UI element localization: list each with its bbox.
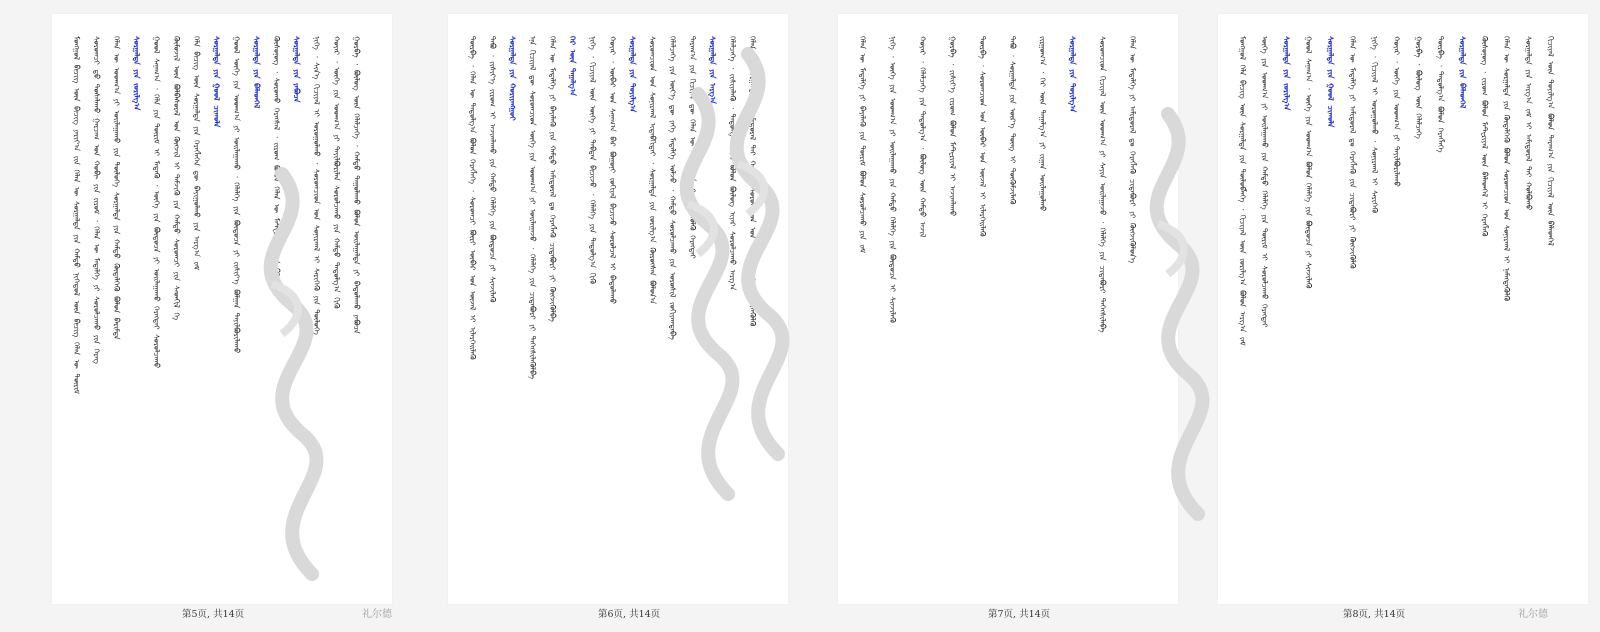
text-column: ᠬᠡᠯᠡᠨ ᠦ ᠤᠳᠬ᠎ᠠ ᠶᠢ ᠤᠢᠯᠠᠭᠠᠬᠤ ᠶᠢᠨ ᠲᠥᠯᠦᠭᠡ ᠰᠤᠷᠭᠠᠯᠲᠠ ᠶᠢᠨ ᠬᠠᠮᠲᠤ ᠬᠥᠳᠡᠯᠬᠡᠬᠦ ᠪᠤᠯᠤᠨ ᠪᠠᠷᠢᠮᠲᠠ xyxy=(112,36,121,340)
text-column: ᠰᠤᠷᠤᠭᠴᠢ ᠳ᠋ᠤ ᠲᠤᠰᠠᠯᠠᠬᠤ ᠭᠠᠷᠴᠠᠭ ᠤᠨ ᠬᠤᠪᠢ ᠶᠢᠨ ᠵᠢᠷᠤᠮ ᠂ ᠬᠡᠯᠡᠨ ᠦ ᠮᠡᠳᠡᠯᠭᠡ ᠶᠢ ᠰᠤᠷᠤᠯᠴᠠᠬᠤ ᠶᠢᠨ ᠬᠡᠷᠡᠭ xyxy=(92,36,101,364)
text-column: ᠬᠡᠯᠡᠨ ᠦ ᠰᠤᠷᠭᠠᠯᠲᠠ ᠶᠢ ᠠᠮᠢᠳᠤᠷᠠᠯ ᠲᠠᠢ ᠬᠣᠯᠪᠣᠨ ᠰᠤᠷᠤᠭᠴᠢᠳ ᠤᠨ ᠰᠣᠨᠢᠷᠬᠠᠯ ᠢ ᠳᠡᠭᠡᠭᠰᠢᠯᠡᠭᠦᠯᠬᠦ xyxy=(748,36,757,327)
text-column: ᠭᠣᠣᠯ ᠰᠠᠨᠠᠭ᠎ᠠ ᠂ ᠦᠭᠡ ᠶᠢᠨ ᠤᠳᠬ᠎ᠠ ᠪᠤᠯᠤᠨ ᠬᠡᠯᠡᠯᠭᠡ ᠶᠢᠨ ᠪᠦᠲᠦᠴᠡ ᠶᠢ ᠰᠢᠨᠵᠢᠯᠡᠬᠦ xyxy=(1304,36,1313,289)
section-heading: ᠰᠤᠷᠭᠠᠯᠲᠠ ᠶᠢᠨ ᠠᠷᠭ᠎ᠠ xyxy=(708,36,717,104)
text-column: ᠬᠣᠶᠠᠷ ᠂ ᠥᠪᠡᠷ ᠤᠨ ᠰᠠᠨᠠᠭ᠎ᠠ ᠪᠠᠷ ᠪᠤᠭᠤᠨᠢ ᠵᠣᠬᠢᠶᠠᠯ ᠪᠢᠴᠢᠵᠦ ᠰᠤᠷᠤᠯᠴᠠᠯ ᠢ ᠪᠠᠲᠤᠯᠠᠬᠤ xyxy=(608,36,617,304)
page-8 xyxy=(1218,14,1588,620)
text-column: ᠲᠠᠪᠤ ᠂ ᠰᠤᠷᠭᠠᠯᠲᠠ ᠶᠢᠨ ᠦᠷ᠎ᠡ ᠳᠦᠩ ᠢ ᠳᠦᠭᠦᠮᠵᠢᠯᠡᠬᠦ xyxy=(1008,36,1017,205)
text-column: ᠳᠥᠷᠪᠡ ᠂ ᠰᠤᠷᠤᠭᠴᠢᠳ ᠤᠨ ᠥᠪᠡᠷ ᠤᠨ ᠦᠵᠡᠯ ᠢ ᠢᠯᠡᠷᠬᠡᠢᠯᠡᠬᠦ xyxy=(978,36,987,237)
text-column: ᠬᠡᠯᠡ ᠪᠢᠴᠢᠭ ᠦᠨ ᠰᠤᠷᠭᠠᠯᠲᠠ ᠶᠢᠨ ᠬᠡᠷᠡᠭᠯᠡᠭᠡᠨ ᠳᠦ ᠪᠠᠶᠢᠭᠤᠯᠬᠤ ᠶᠢᠨ ᠠᠷᠭ᠎ᠠ ᠵᠠᠮ xyxy=(192,36,201,271)
text-column: ᠬᠦᠰᠦᠨᠦᠭ ᠂ ᠵᠢᠷᠤᠭ ᠪᠤᠯᠤᠨ ᠮᠠᠲᠸᠷᠢᠶᠠᠯ ᠦᠨ ᠪᠡᠯᠡᠳᠬᠡᠯ ᠢ ᠬᠡᠷᠡᠭᠯᠡᠬᠦ xyxy=(1480,36,1489,237)
text-column: ᠭᠤᠷᠪᠠ ᠂ ᠪᠦᠯᠦᠭ ᠦᠨ ᠬᠡᠯᠡᠯᠴᠡᠭᠡ ᠂ ᠬᠠᠮᠲᠤ ᠳᠠᠭᠤᠯᠠᠬᠤ ᠪᠤᠯᠤᠨ ᠣᠢᠯᠠᠭᠠᠯᠲᠠ ᠶᠢ ᠪᠠᠲᠤᠯᠠᠬᠤ ᠶᠠᠪᠤᠴᠠ xyxy=(352,36,361,334)
text-column: ᠬᠡᠯᠡᠨ ᠦ ᠮᠡᠳᠡᠯᠭᠡ ᠶᠢ ᠪᠡᠶᠡᠯᠡᠬᠦ ᠶᠢᠨ ᠳᠦᠷᠢᠮ ᠪᠤᠯᠤᠨ ᠰᠤᠷᠤᠯᠴᠠᠬᠤ ᠶᠢᠨ ᠵᠠᠮ xyxy=(858,36,867,254)
text-column: ᠭᠣᠣᠯ ᠰᠠᠨᠠᠭ᠎ᠠ ᠂ ᠬᠡᠯᠡ ᠶᠢᠨ ᠳᠦᠷᠢᠮ ᠢ ᠮᠡᠳᠡᠬᠦ ᠂ ᠦᠭᠡ ᠶᠢᠨ ᠪᠦᠲᠦᠴᠡ ᠶᠢ ᠣᠢᠯᠠᠭᠠᠬᠤ ᠬᠡᠷᠡᠭᠲᠡᠢ ᠰᠤᠷᠤᠯᠴᠠᠬᠤ xyxy=(152,36,161,369)
section-heading: ᠰᠤᠷᠭᠠᠯᠲᠠ ᠶᠢᠨ ᠵᠣᠷᠢᠯᠭ᠎ᠠ xyxy=(132,36,141,111)
text-column: ᠰᠤᠷᠤᠭᠴᠢᠳ ᠬᠢᠴᠢᠶᠡᠯ ᠦᠨ ᠤᠳᠬ᠎ᠠ ᠶᠢ ᠰᠠᠶᠢᠨ ᠣᠢᠯᠠᠭᠠᠵᠤ ᠂ ᠬᠡᠯᠡᠯᠭᠡ ᠶᠢᠨ ᠴᠢᠳᠠᠪᠤᠷᠢ ᠳᠡᠭᠡᠭᠰᠢᠯᠡᠪᠡ xyxy=(1098,36,1107,333)
text-column: ᠬᠢᠴᠢᠶᠡᠯ ᠦᠨ ᠲᠤᠶᠢᠯᠭ᠎ᠠ ᠪᠤᠯᠤᠨ ᠳᠠᠷᠠᠭ᠎ᠠ ᠶᠢᠨ ᠬᠢᠴᠢᠶᠡᠯ ᠦᠨ ᠪᠡᠯᠡᠳᠬᠡᠯ xyxy=(1546,36,1555,246)
page-number: 第7页, 共14页 xyxy=(988,609,1051,620)
section-heading: ᠰᠤᠷᠭᠠᠯᠲᠠ ᠶᠢᠨ ᠭᠣᠣᠯ ᠴᠢᠬᠤᠯᠠ xyxy=(212,36,221,128)
text-column: ᠨᠢᠭᠡ ᠂ ᠬᠢᠴᠢᠶᠡᠯ ᠦᠨ ᠦᠭᠡ ᠶᠢ ᠳᠠᠪᠲᠠᠨ ᠪᠢᠴᠢᠵᠦ ᠂ ᠬᠡᠯᠡᠯᠭᠡ ᠶᠢᠨ ᠳᠠᠳᠤᠯᠭ᠎ᠠ ᠬᠢᠬᠦ xyxy=(588,36,597,285)
text-column: ᠬᠦᠮᠦᠵᠢᠯ ᠦᠨ ᠪᠣᠯᠪᠠᠰᠤᠷᠠᠯ ᠤᠨ ᠬᠥᠭᠵᠢᠯ ᠢ ᠳᠡᠮᠵᠢᠬᠦ ᠶᠢᠨ ᠬᠠᠮᠲᠤ ᠰᠤᠷᠤᠭᠴᠢ ᠶᠢᠨ ᠰᠡᠳᠬᠢᠯ ᠭᠡ xyxy=(172,36,181,321)
section-heading: ᠰᠤᠷᠭᠠᠯᠲᠠ ᠶᠢᠨ ᠶᠠᠪᠤᠴᠠ xyxy=(292,36,301,103)
page-6 xyxy=(448,14,788,620)
page-number: 第5页, 共14页 xyxy=(182,609,245,620)
text-column: ᠨᠢᠭᠡ ᠂ ᠰᠢᠨ᠎ᠡ ᠬᠢᠴᠢᠶᠡᠯ ᠢ ᠣᠷᠤᠭᠤᠯᠬᠤ ᠂ ᠰᠤᠷᠤᠭᠴᠢᠳ ᠤᠨ ᠰᠣᠨᠢᠷᠬᠠᠯ ᠢ ᠰᠡᠷᠢᠭᠡᠬᠦ ᠶᠢᠨ ᠲᠥᠯᠦᠭᠡ xyxy=(312,36,321,335)
page-7 xyxy=(838,14,1178,620)
text-column: ᠳᠥᠷᠪᠡ ᠂ ᠳᠠᠳᠤᠯᠭ᠎ᠠ ᠪᠤᠯᠤᠨ ᠬᠡᠷᠡᠭᠯᠡᠭᠡ xyxy=(1436,36,1445,153)
text-column: ᠳᠠᠷᠠᠭ᠎ᠠ ᠶᠢᠨ ᠬᠢᠴᠢᠶᠡᠯ ᠳᠦ ᠬᠡᠯᠡᠨ ᠦ ᠳᠠᠳᠤᠯᠭ᠎ᠠ ᠶᠢ ᠨᠡᠮᠡᠭᠳᠡᠭᠦᠯᠬᠦ ᠬᠡᠷᠡᠭᠲᠡᠢ xyxy=(688,36,697,259)
page-5 xyxy=(52,14,392,620)
text-column: ᠡᠨᠡ ᠬᠢᠴᠢᠶᠡᠯ ᠳᠦ ᠰᠤᠷᠤᠭᠴᠢᠳ ᠦᠭᠡ ᠶᠢᠨ ᠤᠳᠬ᠎ᠠ ᠶᠢ ᠣᠢᠯᠠᠭᠠᠵᠤ ᠂ ᠬᠡᠯᠡᠯᠭᠡ ᠶᠢᠨ ᠴᠢᠳᠠᠪᠤᠷᠢ ᠶᠢ ᠳᠡᠭᠡᠭᠰᠢᠯᠡᠭᠦᠯᠪᠡ xyxy=(528,36,537,380)
text-column: ᠲᠠᠪᠤ ᠂ ᠵᠢᠱᠢᠶ᠎ᠡ ᠵᠢᠷᠤᠭ ᠢ ᠠᠵᠢᠭᠯᠠᠬᠤ ᠶᠢᠨ ᠬᠠᠮᠲᠤ ᠬᠡᠯᠡᠯᠭᠡ ᠶᠢᠨ ᠪᠦᠲᠦᠴᠡ ᠶᠢ ᠰᠢᠨᠵᠢᠯᠡᠬᠦ xyxy=(488,36,497,303)
section-heading: ᠰᠤᠷᠭᠠᠯᠲᠠ ᠶᠢᠨ ᠭᠣᠣᠯ ᠴᠢᠬᠤᠯᠠ xyxy=(1326,36,1335,128)
text-column: ᠬᠣᠶᠠᠷ ᠂ ᠦᠭᠡ ᠶᠢᠨ ᠤᠳᠬ᠎ᠠ ᠶᠢ ᠲᠠᠶᠢᠯᠪᠤᠷᠢᠯᠠᠨ ᠰᠤᠷᠤᠯᠴᠠᠬᠤ ᠶᠢᠨ ᠬᠠᠮᠲᠤ ᠳᠠᠳᠤᠯᠭ᠎ᠠ ᠬᠢᠬᠦ xyxy=(332,36,341,309)
page-number: 第6页, 共14页 xyxy=(598,609,661,620)
section-heading: ᠰᠤᠷᠭᠠᠯᠲᠠ ᠶᠢᠨ ᠲᠤᠶᠢᠯᠭ᠎ᠠ xyxy=(628,36,637,113)
section-heading: ᠭᠡᠷ ᠦᠨ ᠳᠠᠭᠠᠯᠭ᠎ᠠ xyxy=(568,36,577,96)
text-column: ᠮᠣᠩᠭᠣᠯ ᠬᠡᠯᠡ ᠪᠢᠴᠢᠭ ᠦᠨ ᠰᠤᠷᠭᠠᠯᠲᠠ ᠶᠢᠨ ᠲᠥᠯᠥᠪᠯᠡᠭᠡ ᠂ ᠬᠢᠴᠢᠶᠡᠯ ᠦᠨ ᠵᠣᠷᠢᠯᠭ᠎ᠠ ᠪᠤᠯᠤᠨ ᠠᠷᠭ᠎ᠠ ᠵᠠᠮ xyxy=(1238,36,1247,346)
text-column: ᠳᠥᠷᠪᠡ ᠂ ᠬᠡᠯᠡᠨ ᠦ ᠳᠠᠳᠤᠯᠭ᠎ᠠ ᠪᠤᠯᠤᠨ ᠬᠡᠷᠡᠭᠯᠡᠭᠡ ᠂ ᠰᠤᠷᠤᠭᠴᠢ ᠪᠦᠷᠢ ᠥᠪᠡᠷ ᠤᠨ ᠦᠵᠡᠯ ᠢ ᠢᠯᠡᠷᠬᠡᠢᠯᠡᠬᠦ xyxy=(468,36,477,360)
text-column: ᠨᠢᠭᠡ ᠂ ᠬᠢᠴᠢᠶᠡᠯ ᠢ ᠣᠷᠤᠭᠤᠯᠬᠤ ᠂ ᠰᠣᠨᠢᠷᠬᠠᠯ ᠢ ᠰᠡᠷᠢᠭᠡᠬᠦ xyxy=(1370,36,1379,214)
brand-watermark-text: 礼尔德 xyxy=(362,609,392,620)
text-column: ᠬᠦᠰᠦᠨᠦᠭ ᠂ ᠰᠤᠷᠤᠬᠤ ᠬᠡᠷᠡᠭᠰᠡᠯ ᠂ ᠵᠢᠷᠤᠭ ᠪᠤᠯᠤᠨ ᠬᠡᠯᠡᠨ ᠦ ᠮᠠᠲᠸᠷᠢᠶᠠᠯ ᠦᠨ ᠪᠡᠯᠡᠳᠬᠡᠯ xyxy=(272,36,281,294)
section-heading: ᠰᠤᠷᠭᠠᠯᠲᠠ ᠶᠢᠨ ᠪᠡᠯᠡᠳᠬᠡᠯ xyxy=(252,36,261,109)
text-column: ᠰᠤᠷᠭᠠᠯᠲᠠ ᠶᠢᠨ ᠠᠷᠭ᠎ᠠ ᠵᠠᠮ ᠢ ᠠᠮᠢᠳᠤᠷᠠᠯ ᠲᠠᠢ ᠬᠣᠯᠪᠣᠬᠤ xyxy=(1524,36,1533,211)
text-column: ᠭᠣᠣᠯ ᠦᠭᠡ ᠶᠢᠨ ᠤᠳᠬ᠎ᠠ ᠶᠢ ᠣᠢᠯᠠᠭᠠᠬᠤ ᠂ ᠬᠡᠯᠡᠯᠭᠡ ᠶᠢᠨ ᠪᠦᠲᠦᠴᠡ ᠶᠢ ᠵᠢᠱᠢᠶ᠎ᠡ ᠪᠣᠯᠭᠠᠨ ᠲᠠᠶᠢᠯᠪᠤᠷᠢᠯᠠᠬᠤ xyxy=(232,36,241,354)
text-column: ᠵᠢᠷᠭᠤᠭ᠎ᠠ ᠂ ᠭᠡᠷ ᠦᠨ ᠳᠠᠭᠠᠯᠭ᠎ᠠ ᠶᠢ ᠵᠢᠭᠠᠨ ᠣᠢᠯᠠᠭᠤᠯᠬᠤ xyxy=(1038,36,1047,212)
text-column: ᠬᠡᠯᠡᠨ ᠦ ᠮᠡᠳᠡᠯᠭᠡ ᠶᠢ ᠠᠮᠢᠳᠤᠷᠠᠯ ᠳᠤ ᠬᠡᠷᠡᠭᠯᠡᠬᠦ ᠶᠢᠨ ᠴᠢᠳᠠᠪᠤᠷᠢ ᠶᠢ ᠬᠥᠭᠵᠢᠭᠦᠯᠬᠦ xyxy=(1348,36,1357,269)
section-heading: ᠰᠤᠷᠭᠠᠯᠲᠠ ᠶᠢᠨ ᠲᠤᠶᠢᠯᠭ᠎ᠠ xyxy=(1068,36,1077,113)
section-heading: ᠰᠤᠷᠭᠠᠯᠲᠠ ᠶᠢᠨ ᠪᠡᠯᠡᠳᠬᠡᠯ xyxy=(1458,36,1467,109)
text-column: ᠨᠢᠭᠡ ᠂ ᠦᠭᠡ ᠶᠢᠨ ᠤᠳᠬ᠎ᠠ ᠶᠢ ᠣᠢᠯᠠᠭᠠᠬᠤ ᠶᠢᠨ ᠬᠠᠮᠲᠤ ᠬᠡᠯᠡᠯᠭᠡ ᠶᠢᠨ ᠪᠦᠲᠦᠴᠡ ᠢ ᠰᠢᠨᠵᠢᠯᠡᠬᠦ xyxy=(888,36,897,323)
text-column: ᠬᠣᠶᠠᠷ ᠂ ᠦᠭᠡ ᠶᠢᠨ ᠤᠳᠬ᠎ᠠ ᠶᠢ ᠲᠠᠶᠢᠯᠪᠤᠷᠢᠯᠠᠬᠤ xyxy=(1392,36,1401,187)
text-column: ᠬᠣᠶᠠᠷ ᠂ ᠬᠡᠯᠡᠯᠴᠡᠭᠡ ᠶᠢᠨ ᠳᠠᠳᠤᠯᠭ᠎ᠠ ᠂ ᠪᠦᠯᠦᠭ ᠦᠨ ᠬᠠᠮᠲᠤ ᠠᠵᠢᠯ xyxy=(918,36,927,238)
text-column: ᠬᠡᠯᠡᠨ ᠦ ᠰᠤᠷᠭᠠᠯᠲᠠ ᠶᠢᠨ ᠬᠥᠳᠡᠯᠬᠡᠬᠦ ᠪᠤᠯᠤᠨ ᠰᠤᠷᠤᠭᠴᠢᠳ ᠤᠨ ᠰᠣᠨᠢᠷᠬᠠᠯ ᠢ ᠨᠡᠮᠡᠭᠳᠡᠭᠦᠯᠬᠦ xyxy=(1502,36,1511,302)
text-column: ᠮᠣᠩᠭᠣᠯ ᠪᠢᠴᠢᠭ ᠦᠨ ᠪᠢᠴᠢᠭ᠌ ᠶᠠᠷᠢᠶ᠎ᠠ ᠵᠢᠨ ᠬᠡᠯᠡᠨ ᠦ ᠰᠤᠷᠭᠠᠯᠲᠠ ᠶᠢᠨ ᠬᠠᠮᠲᠤ ᠨᠢᠭᠡᠳᠦᠯ ᠦᠨ ᠪᠢᠴᠢᠭ᠌ ᠬᠡᠯᠡᠨ ᠦ ᠳᠦᠷᠢᠮ xyxy=(72,36,81,395)
text-column: ᠬᠡᠯᠡᠯᠴᠡᠭᠡ ᠶᠢᠨ ᠦᠶ᠎ᠡ ᠳᠦ ᠶᠡᠬᠡ ᠮᠡᠳᠡᠯᠭᠡ ᠣᠯᠵᠤ ᠂ ᠬᠠᠮᠲᠤ ᠰᠤᠷᠤᠯᠴᠠᠬᠤ ᠶᠢᠨ ᠤᠷᠤᠰᠢᠯ ᠵᠣᠬᠢᠶᠠᠭᠳᠠᠪᠠ xyxy=(668,36,677,340)
section-heading: ᠰᠤᠷᠭᠠᠯᠲᠠ ᠶᠢᠨ ᠬᠤᠷᠢᠶᠠᠩᠭᠤᠢ xyxy=(508,36,517,121)
text-column: ᠭᠤᠷᠪᠠ ᠂ ᠪᠦᠯᠦᠭ ᠦᠨ ᠬᠡᠯᠡᠯᠴᠡᠭᠡ xyxy=(1414,36,1423,139)
text-column: ᠭᠤᠷᠪᠠ ᠂ ᠵᠢᠱᠢᠶ᠎ᠡ ᠵᠢᠷᠤᠭ ᠪᠤᠯᠤᠨ ᠮᠠᠲᠸᠷᠢᠶᠠᠯ ᠢ ᠠᠵᠢᠭᠯᠠᠬᠤ xyxy=(948,36,957,217)
page-number: 第8页, 共14页 xyxy=(1343,609,1406,620)
text-column: ᠰᠤᠷᠤᠭᠴᠢᠳ ᠤᠨ ᠰᠣᠨᠢᠷᠬᠠᠯ ᠢᠳᠡᠪᠬᠢᠲᠡᠢ ᠂ ᠰᠤᠷᠭᠠᠯᠲᠠ ᠶᠢᠨ ᠵᠣᠷᠢᠯᠭ᠎ᠠ ᠬᠦᠷᠦᠭᠰᠡᠨ ᠪᠣᠯᠤᠨ᠎ᠠ xyxy=(648,36,657,305)
section-heading: ᠰᠤᠷᠭᠠᠯᠲᠠ ᠶᠢᠨ ᠵᠣᠷᠢᠯᠭ᠎ᠠ xyxy=(1282,36,1291,111)
text-column: ᠬᠡᠯᠡᠨ ᠦ ᠮᠡᠳᠡᠯᠭᠡ ᠶᠢ ᠠᠮᠢᠳᠤᠷᠠᠯ ᠳᠤ ᠬᠡᠷᠡᠭᠯᠡᠬᠦ ᠴᠢᠳᠠᠪᠤᠷᠢ ᠶᠢ ᠬᠥᠭᠵᠢᠭᠦᠯᠦᠨ᠎ᠡ xyxy=(1128,36,1137,264)
text-column: ᠬᠡᠯᠡᠨ ᠦ ᠮᠡᠳᠡᠯᠭᠡ ᠶᠢ ᠪᠡᠶᠡᠯᠡᠬᠦ ᠶᠢᠨ ᠬᠠᠮᠲᠤ ᠠᠮᠢᠳᠤᠷᠠᠯ ᠳᠤ ᠬᠡᠷᠡᠭᠯᠡᠬᠦ ᠴᠢᠳᠠᠪᠤᠷᠢ ᠶᠢ ᠬᠥᠭᠵᠢᠭᠦᠯᠪᠡ xyxy=(548,36,557,322)
text-column: ᠬᠡᠯᠡᠯᠴᠡᠭᠡ ᠂ ᠵᠢᠱᠢᠶᠡᠯᠡᠬᠦ ᠂ ᠳᠠᠳᠤᠯᠭ᠎ᠠ ᠬᠢᠬᠦ ᠪᠤᠯᠤᠨ ᠪᠦᠯᠦᠭ ᠢᠶᠡᠷ ᠰᠤᠷᠤᠯᠴᠠᠬᠤ ᠠᠷᠭ᠎ᠠ xyxy=(728,36,737,291)
brand-watermark-text: 礼尔德 xyxy=(1518,609,1548,620)
text-column: ᠦᠭᠡ ᠶᠢᠨ ᠤᠳᠬ᠎ᠠ ᠶᠢ ᠣᠢᠯᠠᠭᠠᠬᠤ ᠶᠢᠨ ᠬᠠᠮᠲᠤ ᠬᠡᠯᠡᠯᠭᠡ ᠶᠢᠨ ᠳᠦᠷᠢᠮ ᠢ ᠰᠤᠷᠤᠯᠴᠠᠬᠤ ᠬᠡᠷᠡᠭᠲᠡᠢ xyxy=(1260,36,1269,328)
